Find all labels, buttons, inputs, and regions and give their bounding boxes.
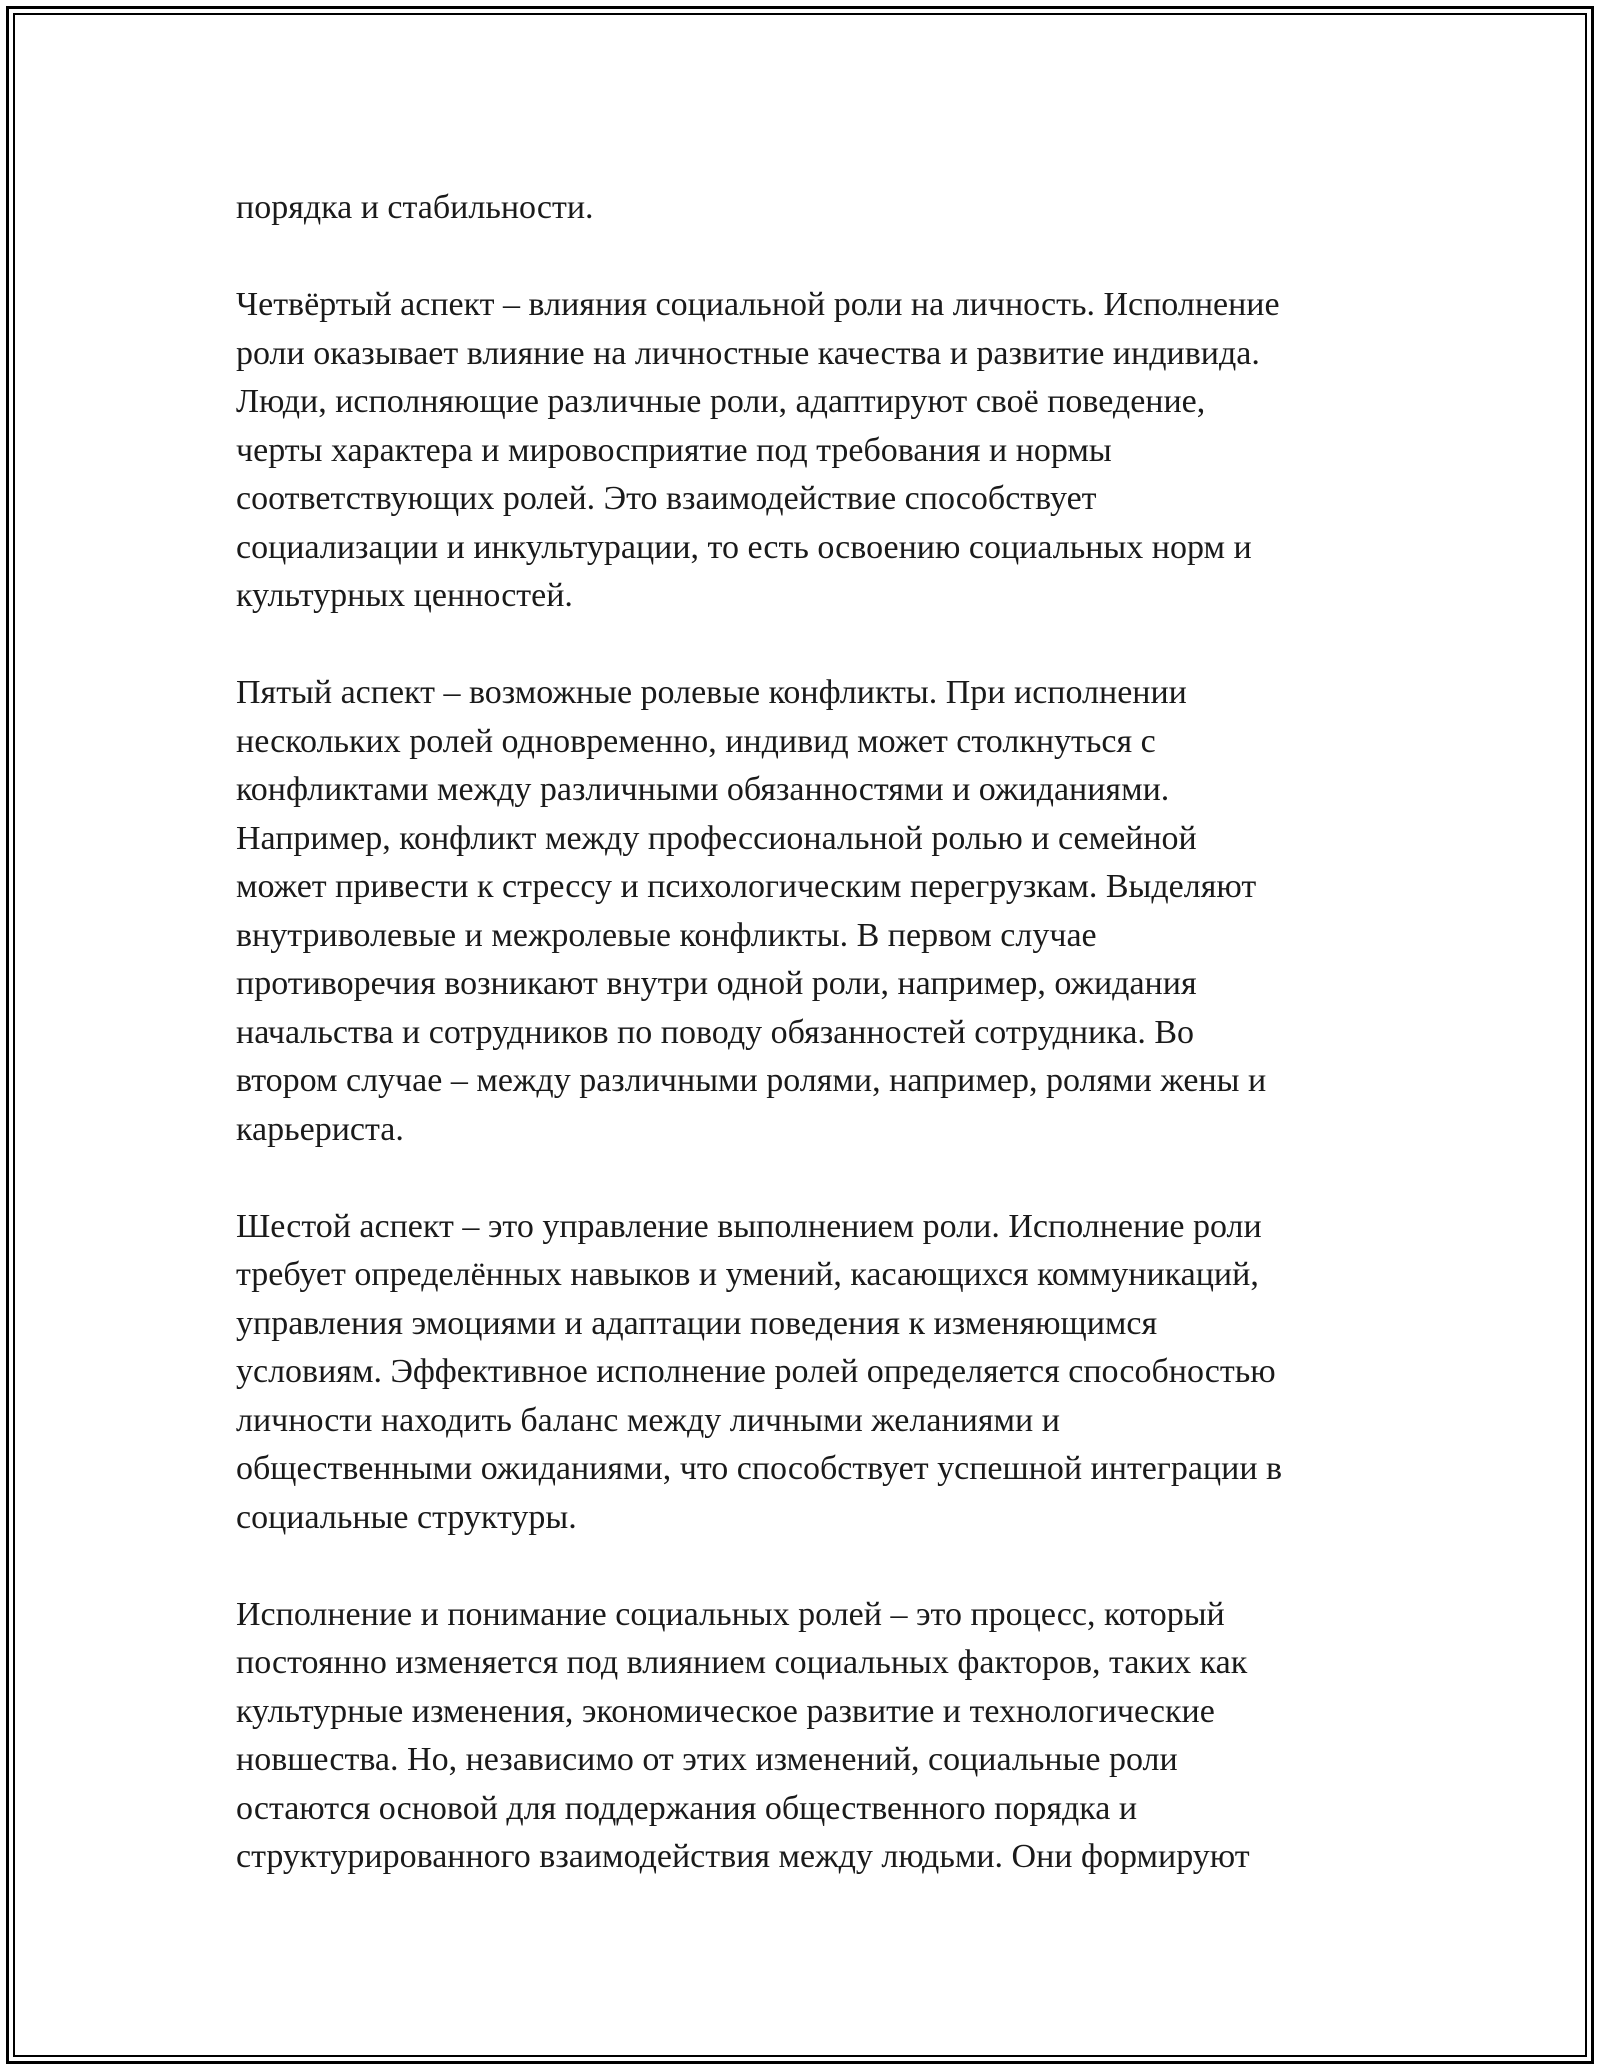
paragraph-4 xyxy=(236,1203,1376,1543)
text-line: управления эмоциями и адаптации поведения к изменяющимся xyxy=(236,1304,1158,1342)
text-line: нескольких ролей одновременно, индивид может столкнуться с xyxy=(236,722,1156,760)
text-line: карьериста. xyxy=(236,1110,404,1148)
text-line: личности находить баланс между личными желаниями и xyxy=(236,1401,1060,1439)
text-line: роли оказывает влияние на личностные качества и развитие индивида. xyxy=(236,334,1260,372)
text-line: остаются основой для поддержания общественного порядка и xyxy=(236,1789,1138,1827)
text-line: культурных ценностей. xyxy=(236,577,573,614)
paragraph-1 xyxy=(236,184,1376,233)
text-line: постоянно изменяется под влиянием социальных факторов, таких как xyxy=(236,1644,1248,1681)
text-line: внутриволевые и межролевые конфликты. В первом случае xyxy=(236,916,1097,954)
paragraph-3 xyxy=(236,669,1376,1154)
text-line: общественными ожиданиями, что способствует успешной интеграции в xyxy=(236,1450,1283,1487)
text-line: требует определённых навыков и умений, касающихся коммуникаций, xyxy=(236,1256,1259,1293)
text-line: новшества. Но, независимо от этих изменений, социальные роли xyxy=(236,1741,1178,1778)
text-line: условиям. Эффективное исполнение ролей определяется способностью xyxy=(236,1353,1276,1390)
text-line: Люди, исполняющие различные роли, адаптируют своё поведение, xyxy=(236,383,1206,420)
text-line: структурированного взаимодействия между людьми. Они формируют xyxy=(236,1838,1250,1875)
text-line: культурные изменения, экономическое развитие и технологические xyxy=(236,1692,1215,1730)
text-line: Шестой аспект – это управление выполнением роли. Исполнение роли xyxy=(236,1207,1262,1245)
text-line: Исполнение и понимание социальных ролей – это процесс, который xyxy=(236,1595,1225,1633)
text-line: начальства и сотрудников по поводу обязанностей сотрудника. Во xyxy=(236,1013,1194,1051)
document-body xyxy=(236,184,1376,1930)
text-line: конфликтами между различными обязанностями и ожиданиями. xyxy=(236,771,1170,808)
text-line: порядка и стабильности. xyxy=(236,189,594,226)
text-line: социализации и инкультурации, то есть освоению социальных норм и xyxy=(236,528,1252,566)
paragraph-2 xyxy=(236,281,1376,621)
paragraph-5 xyxy=(236,1591,1376,1882)
text-line: Пятый аспект – возможные ролевые конфликты. При исполнении xyxy=(236,674,1187,711)
text-line: Четвёртый аспект – влияния социальной роли на личность. Исполнение xyxy=(236,286,1280,323)
text-line: может привести к стрессу и психологическим перегрузкам. Выделяют xyxy=(236,868,1257,905)
text-line: черты характера и мировосприятие под требования и нормы xyxy=(236,431,1112,469)
text-line: втором случае – между различными ролями, например, ролями жены и xyxy=(236,1062,1267,1099)
text-line: противоречия возникают внутри одной роли, например, ожидания xyxy=(236,965,1197,1002)
text-line: Например, конфликт между профессиональной ролью и семейной xyxy=(236,819,1197,857)
text-line: соответствующих ролей. Это взаимодействие способствует xyxy=(236,480,1097,517)
text-line: социальные структуры. xyxy=(236,1498,577,1536)
